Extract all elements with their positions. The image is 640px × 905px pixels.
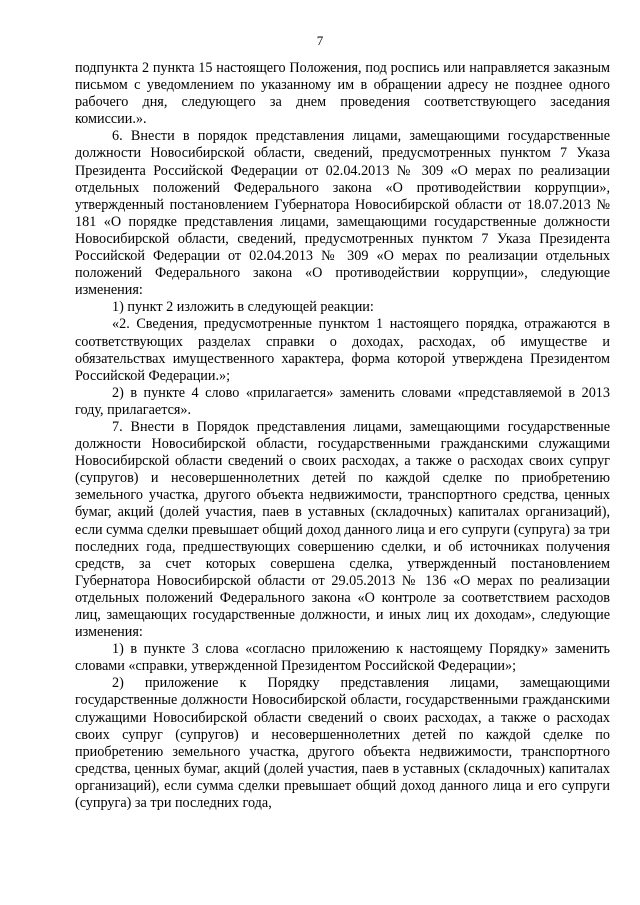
paragraph-item-7-2: 2) приложение к Порядку представления лицами, замещающими государственные должности Новосибирской области, государственными гражданскими служащими Новосибирской области сведений о своих расходах, а также о расходах своих супруг (супругов) и несовершеннолетних детей по каждой сделке по приобретению земельного участка, другого объекта недвижимости, транспортного средства, ценных бумаг, акций (долей участия, паев в уставных (складочных) капиталах организаций), если сумма сделки превышает общий доход данного лица и его супруги (супруга) за три последних года, (75, 675, 610, 812)
paragraph-item-6-1-text: «2. Сведения, предусмотренные пунктом 1 настоящего порядка, отражаются в соответствующих разделах справки о доходах, расходах, об имуществе и обязательствах имущественного характера, форма которой утверждена Президентом Российской Федерации.»; (75, 316, 610, 384)
paragraph-item-7-1: 1) в пункте 3 слова «согласно приложению к настоящему Порядку» заменить словами «справки, утвержденной Президентом Российской Федерации»; (75, 641, 610, 675)
paragraph-item-6-1: 1) пункт 2 изложить в следующей реакции: (112, 299, 374, 316)
paragraph-continuation: подпункта 2 пункта 15 настоящего Положения, под роспись или направляется заказным письмом с уведомлением по указанному им в обращении адресу не позднее одного рабочего дня, следующего за днем проведения соответствующего заседания комиссии.». (75, 60, 610, 128)
paragraph-item-6: 6. Внести в порядок представления лицами, замещающими государственные должности Новосибирской области, сведений, предусмотренных пунктом 7 Указа Президента Российской Федерации от 02.04.2013 № 309 «О мерах по реализации отдельных положений Федерального закона «О противодействии коррупции», утвержденный постановлением Губернатора Новосибирской области от 18.07.2013 № 181 «О порядке представления лицами, замещающими государственные должности Новосибирской области, сведений, предусмотренных пунктом 7 Указа Президента Российской Федерации от 02.04.2013 № 309 «О мерах по реализации отдельных положений Федерального закона «О противодействии коррупции», следующие изменения: (75, 128, 610, 299)
paragraph-item-7: 7. Внести в Порядок представления лицами, замещающими государственные должности Новосибирской области, государственными гражданскими служащими Новосибирской области сведений о своих расходах, а также о расходах своих супруг (супругов) и несовершеннолетних детей по каждой сделке по приобретению земельного участка, другого объекта недвижимости, транспортного средства, ценных бумаг, акций (долей участия, паев в уставных (складочных) капиталах организаций), если сумма сделки превышает общий доход данного лица и его супруги (супруга) за три последних года, предшествующих совершению сделки, и об источниках получения средств, за счет которых совершена сделка, утвержденный постановлением Губернатора Новосибирской области от 29.05.2013 № 136 «О мерах по реализации отдельных положений Федерального закона «О контроле за соответствием расходов лиц, замещающих государственные должности, и иных лиц их доходам», следующие изменения: (75, 418, 610, 641)
document-body (75, 60, 610, 812)
paragraph-item-6-2: 2) в пункте 4 слово «прилагается» заменить словами «представляемой в 2013 году, прилагается». (75, 384, 610, 418)
page-number: 7 (316, 33, 324, 48)
